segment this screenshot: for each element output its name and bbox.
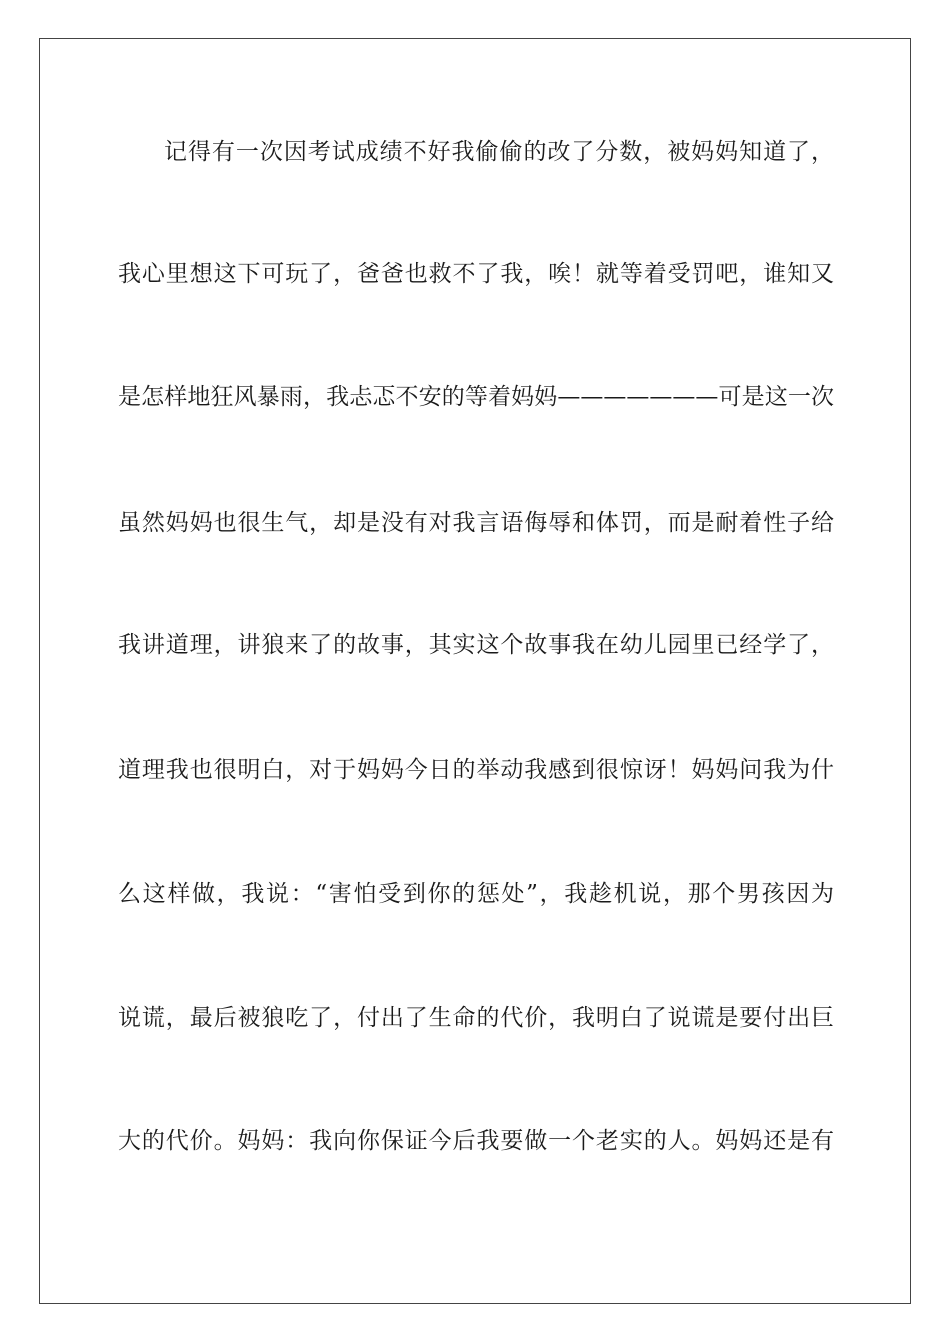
- paragraph-line-3: 是怎样地狂风暴雨，我忐忑不安的等着妈妈———————可是这一次: [118, 384, 834, 410]
- paragraph-line-4: 虽然妈妈也很生气，却是没有对我言语侮辱和体罚，而是耐着性子给: [118, 510, 834, 536]
- paragraph-line-5: 我讲道理，讲狼来了的故事，其实这个故事我在幼儿园里已经学了，: [118, 632, 834, 658]
- paragraph-line-6: 道理我也很明白，对于妈妈今日的举动我感到很惊讶！妈妈问我为什: [118, 757, 834, 783]
- paragraph-line-7: 么这样做，我说：“害怕受到你的惩处”，我趁机说，那个男孩因为: [118, 881, 834, 907]
- paragraph-line-8: 说谎，最后被狼吃了，付出了生命的代价，我明白了说谎是要付出巨: [118, 1005, 834, 1031]
- paragraph-line-1: 记得有一次因考试成绩不好我偷偷的改了分数，被妈妈知道了，: [164, 139, 834, 165]
- paragraph-line-2: 我心里想这下可玩了，爸爸也救不了我，唉！就等着受罚吧，谁知又: [118, 261, 834, 287]
- page-frame: [39, 38, 911, 1304]
- paragraph-line-9: 大的代价。妈妈：我向你保证今后我要做一个老实的人。妈妈还是有: [118, 1128, 834, 1154]
